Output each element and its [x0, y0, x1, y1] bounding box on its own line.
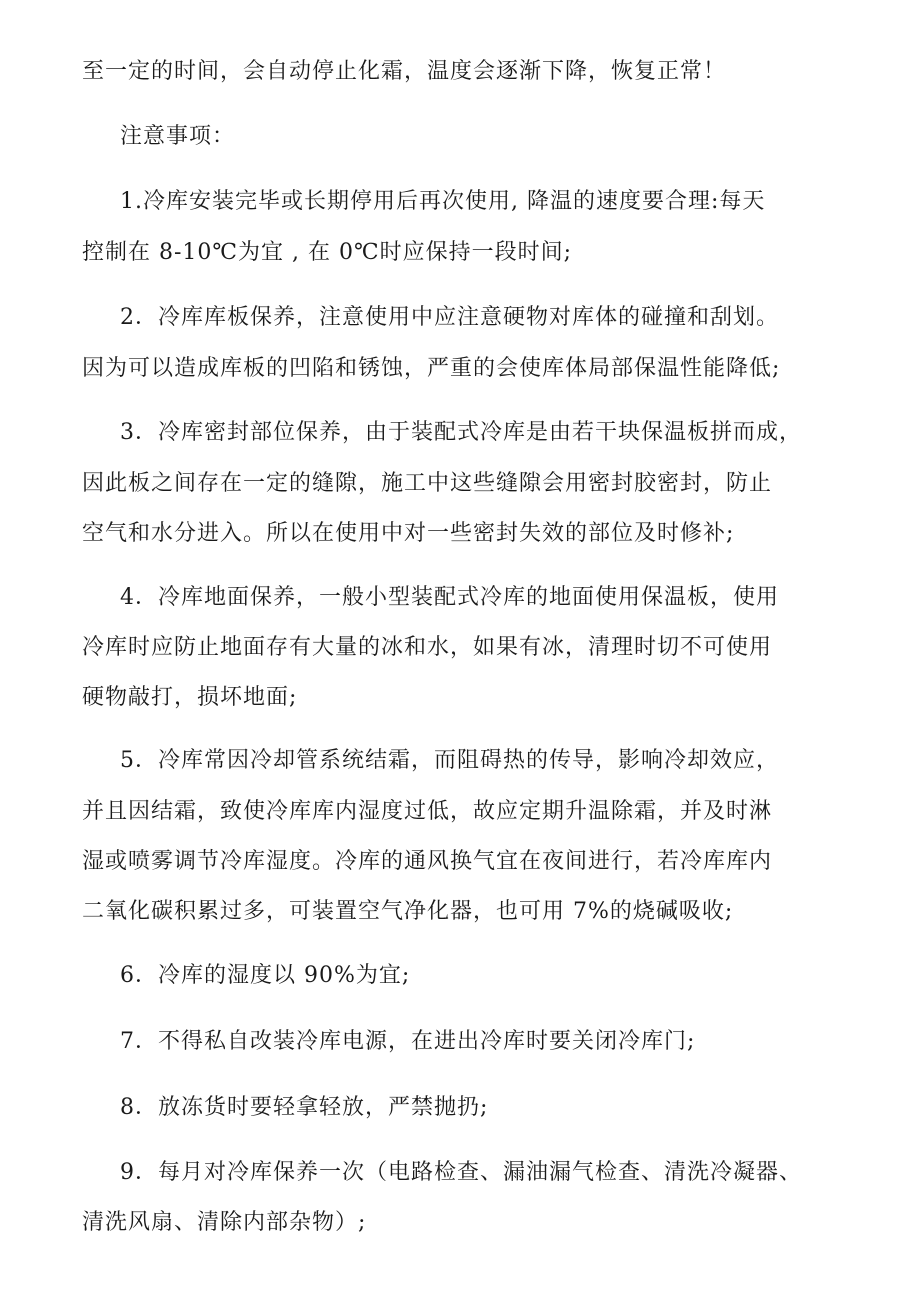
- note-line: 湿或喷雾调节冷库湿度。冷库的通风换气宜在夜间进行，若冷库库内: [82, 849, 773, 874]
- note-line: 硬物敲打，损坏地面;: [82, 685, 298, 710]
- notes-heading: 注意事项：: [120, 124, 236, 149]
- note-line: 9．每月对冷库保养一次（电路检查、漏油漏气检查、清洗冷凝器、: [120, 1160, 802, 1185]
- note-line: 6．冷库的湿度以 90%为宜;: [120, 963, 411, 988]
- note-line: 2．冷库库板保养，注意使用中应注意硬物对库体的碰撞和刮划。: [120, 305, 779, 330]
- note-line: 因此板之间存在一定的缝隙，施工中这些缝隙会用密封胶密封，防止: [82, 471, 773, 496]
- note-line: 因为可以造成库板的凹陷和锈蚀，严重的会使库体局部保温性能降低;: [82, 356, 781, 381]
- note-line: 冷库时应防止地面存有大量的冰和水，如果有冰，清理时切不可使用: [82, 635, 773, 660]
- note-line: 清洗风扇、清除内部杂物）;: [82, 1210, 367, 1235]
- note-line: 8．放冻货时要轻拿轻放，严禁抛扔;: [120, 1095, 489, 1120]
- note-line: 1.冷库安装完毕或长期停用后再次使用, 降温的速度要合理:每天: [120, 189, 766, 214]
- note-line: 空气和水分进入。所以在使用中对一些密封失效的部位及时修补;: [82, 521, 735, 546]
- note-line: 5．冷库常因冷却管系统结霜，而阻碍热的传导，影响冷却效应，: [120, 748, 779, 773]
- intro-continuation: 至一定的时间，会自动停止化霜，温度会逐渐下降，恢复正常！: [82, 59, 727, 84]
- note-line: 控制在 8-10℃为宜 , 在 0℃时应保持一段时间;: [82, 240, 573, 265]
- note-line: 7．不得私自改装冷库电源，在进出冷库时要关闭冷库门;: [120, 1029, 696, 1054]
- note-line: 并且因结霜，致使冷库库内湿度过低，故应定期升温除霜，并及时淋: [82, 799, 773, 824]
- note-line: 4．冷库地面保养，一般小型装配式冷库的地面使用保温板，使用: [120, 585, 779, 610]
- note-line: 3．冷库密封部位保养，由于装配式冷库是由若干块保温板拼而成，: [120, 420, 802, 445]
- note-line: 二氧化碳积累过多，可装置空气净化器，也可用 7%的烧碱吸收;: [82, 899, 734, 924]
